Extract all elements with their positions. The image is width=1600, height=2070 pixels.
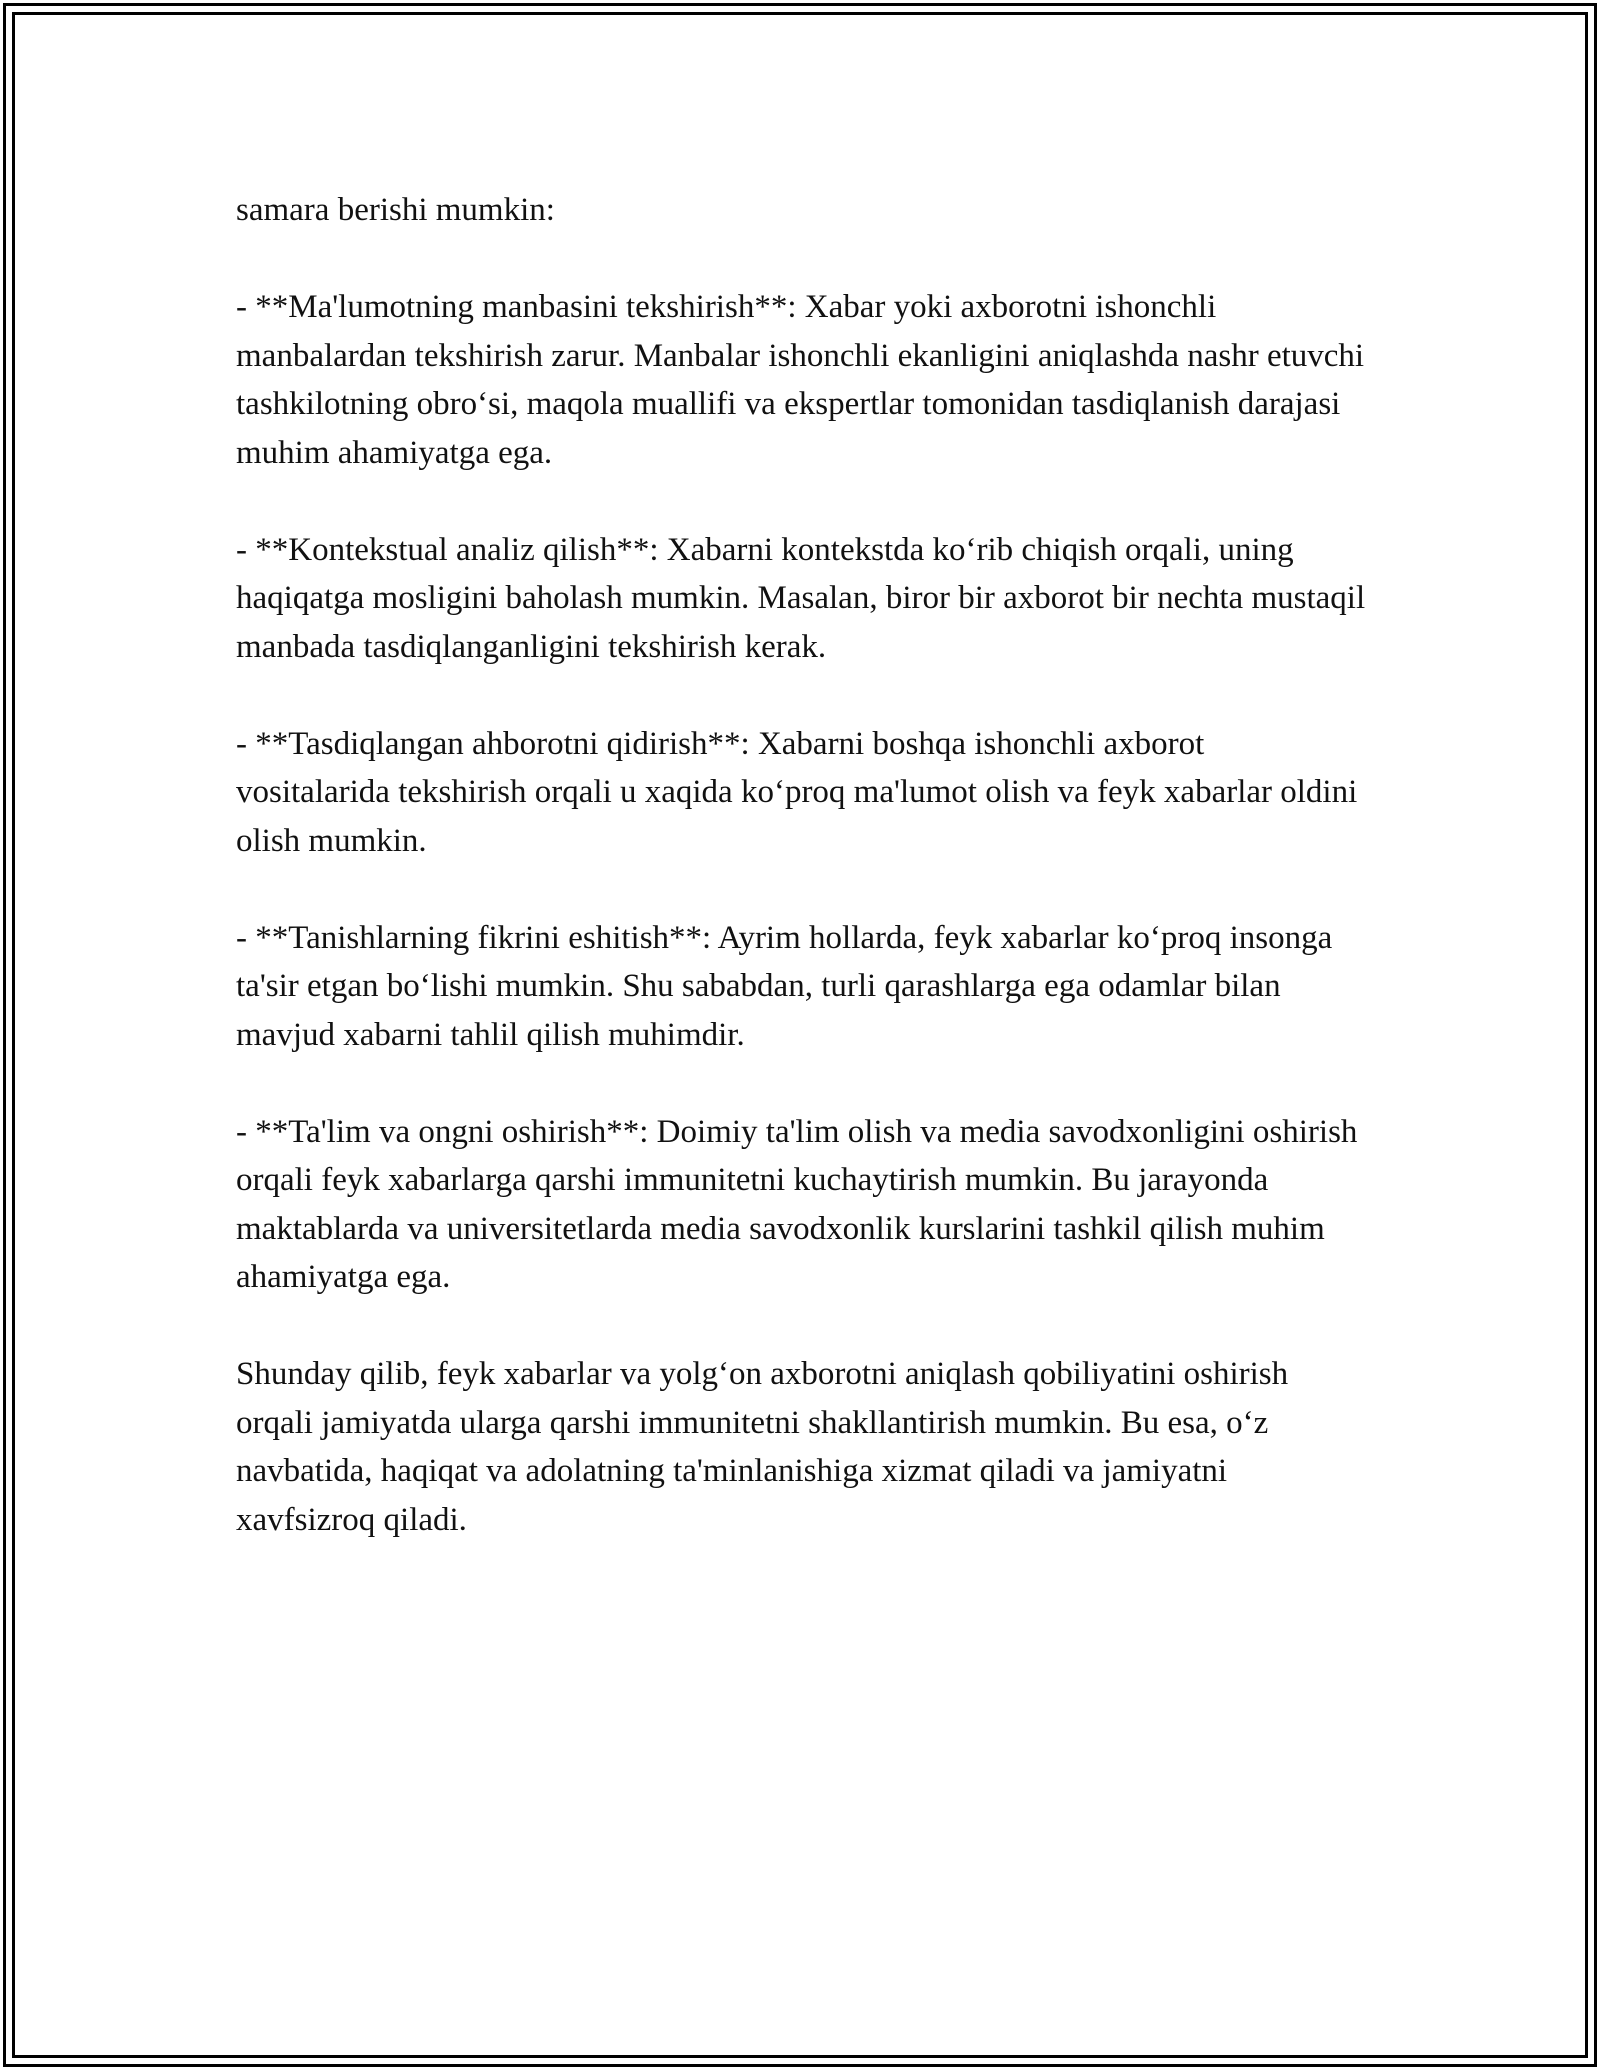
paragraph-education: - **Ta'lim va ongni oshirish**: Doimiy ta'lim olish va media savodxonligini oshirish orqali feyk xabarlarga qarshi immunitetni kuchaytirish mumkin. Bu jarayonda maktablarda va universitetlarda media savodxonlik kurslarini tashkil qilish muhim ahamiyatga ega. <box>236 1113 1358 1295</box>
paragraph-intro: samara berishi mumkin: <box>236 192 555 228</box>
document-body <box>236 186 1366 1544</box>
paragraph-verified-info: - **Tasdiqlangan ahborotni qidirish**: Xabarni boshqa ishonchli axborot vositalarida tekshirish orqali u xaqida ko‘proq ma'lumot olish va feyk xabarlar oldini olish mumkin. <box>236 725 1358 859</box>
paragraph-context-analysis: - **Kontekstual analiz qilish**: Xabarni kontekstda ko‘rib chiqish orqali, uning haqiqatga mosligini baholash mumkin. Masalan, biror bir axborot bir nechta mustaqil manbada tasdiqlanganligini tekshirish kerak. <box>236 531 1366 665</box>
paragraph-source-check: - **Ma'lumotning manbasini tekshirish**: Xabar yoki axborotni ishonchli manbalardan tekshirish zarur. Manbalar ishonchli ekanligini aniqlashda nashr etuvchi tashkilotning obro‘si, maqola muallifi va ekspertlar tomonidan tasdiqlanish darajasi muhim ahamiyatga ega. <box>236 289 1365 471</box>
paragraph-conclusion: Shunday qilib, feyk xabarlar va yolg‘on axborotni aniqlash qobiliyatini oshirish orqali jamiyatda ularga qarshi immunitetni shakllantirish mumkin. Bu esa, o‘z navbatida, haqiqat va adolatning ta'minlanishiga xizmat qiladi va jamiyatni xavfsizroq qiladi. <box>236 1356 1289 1538</box>
paragraph-peer-opinions: - **Tanishlarning fikrini eshitish**: Ayrim hollarda, feyk xabarlar ko‘proq insonga ta'sir etgan bo‘lishi mumkin. Shu sababdan, turli qarashlarga ega odamlar bilan mavjud xabarni tahlil qilish muhimdir. <box>236 919 1333 1053</box>
